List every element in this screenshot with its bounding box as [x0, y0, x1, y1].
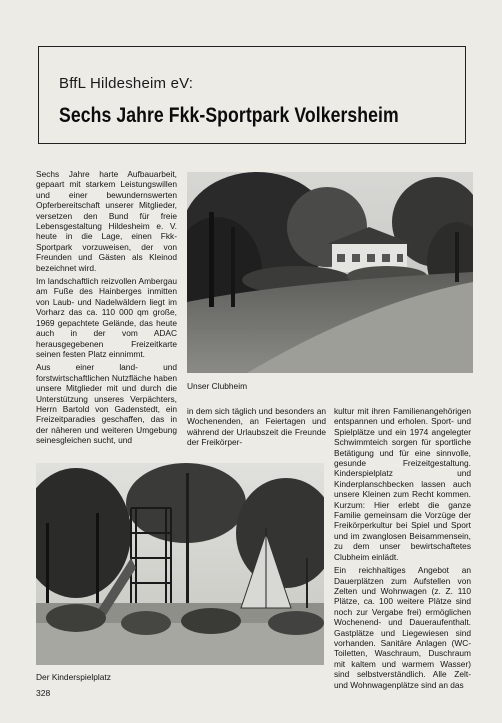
article-header-box	[38, 46, 466, 144]
paragraph: kultur mit ihren Familienangehörigen entspannen und erholen. Sport- und Spielplätze und ein 1974 angelegter Schwimmteich sorgen für sportliche Betätigung und für eine sinnvolle, gesunde Freizeitgestaltung. Kinderspielplatz und Kinderplanschbecken lassen auch unsere Kleinen zum Recht kommen. Kurzum: Hier erlebt die ganze Familie gemeinsam die Vorzüge der Freikörperkultur bei Spiel und Sport und im zwanglosen Beisammensein, zu dem unser bewirtschaftetes Clubheim einlädt.	[334, 406, 471, 562]
paragraph: Aus einer land- und forstwirtschaftlichen Nutzfläche haben unsere Mitglieder mit und durch die Unterstützung unseres Verpächters, Herrn Bartold von Gadenstedt, ein Freizeitparadies geschaffen, das in der näheren und weiteren Umgebung seinesgleichen sucht, und	[36, 362, 177, 446]
playground-caption: Der Kinderspielplatz	[36, 672, 111, 682]
text-column-1	[36, 169, 177, 449]
paragraph: Im landschaftlich reizvollen Ambergau am Fuße des Hainberges inmitten von Laub- und Nadelwäldern liegt im Vorharz das ca. 110 000 qm große, 1969 gepachtete Gelände, das heute auch in der vom ADAC herausgegebenen Freizeitkarte seinen festen Platz einnimmt.	[36, 276, 177, 359]
text-column-3	[334, 406, 471, 693]
text-column-2	[187, 406, 326, 451]
organization-name: BffL Hildesheim eV:	[59, 75, 194, 92]
playground-photo	[36, 463, 324, 665]
paragraph: Ein reichhaltiges Angebot an Dauerplätzen zum Aufstellen von Zelten und Wohnwagen (z. Z. 110 Plätze, ca. 100 weitere Plätze sind noch zur Vergabe frei) ermöglichen Wochenend- und Daueraufenthalt. Gastplätze und Liegewiesen sind vorhanden. Sanitäre Anlagen (WC-Toiletten, Waschraum, Duschraum mit kaltem und warmem Wasser) sind selbstverständlich. Alle Zelt- und Wohnwagenplätze sind an das	[334, 565, 471, 690]
clubhouse-photo	[187, 172, 473, 373]
article-title: Sechs Jahre Fkk-Sportpark Volkersheim	[59, 103, 399, 127]
paragraph: in dem sich täglich und besonders an Wochenenden, an Feiertagen und während der Urlaubszeit die Freunde der Freikörper-	[187, 406, 326, 448]
paragraph: Sechs Jahre harte Aufbauarbeit, gepaart mit starkem Leistungswillen und einer bewundernswerten Opferbereitschaft unserer Mitglieder, versetzen den Bund für freie Lebensgestaltung Hildesheim e. V. heute in die Lage, einen Fkk-Sportpark vorzuweisen, der von Freunden und Gästen als Kleinod bezeichnet wird.	[36, 169, 177, 273]
page-number: 328	[36, 688, 51, 698]
clubhouse-caption: Unser Clubheim	[187, 381, 248, 391]
